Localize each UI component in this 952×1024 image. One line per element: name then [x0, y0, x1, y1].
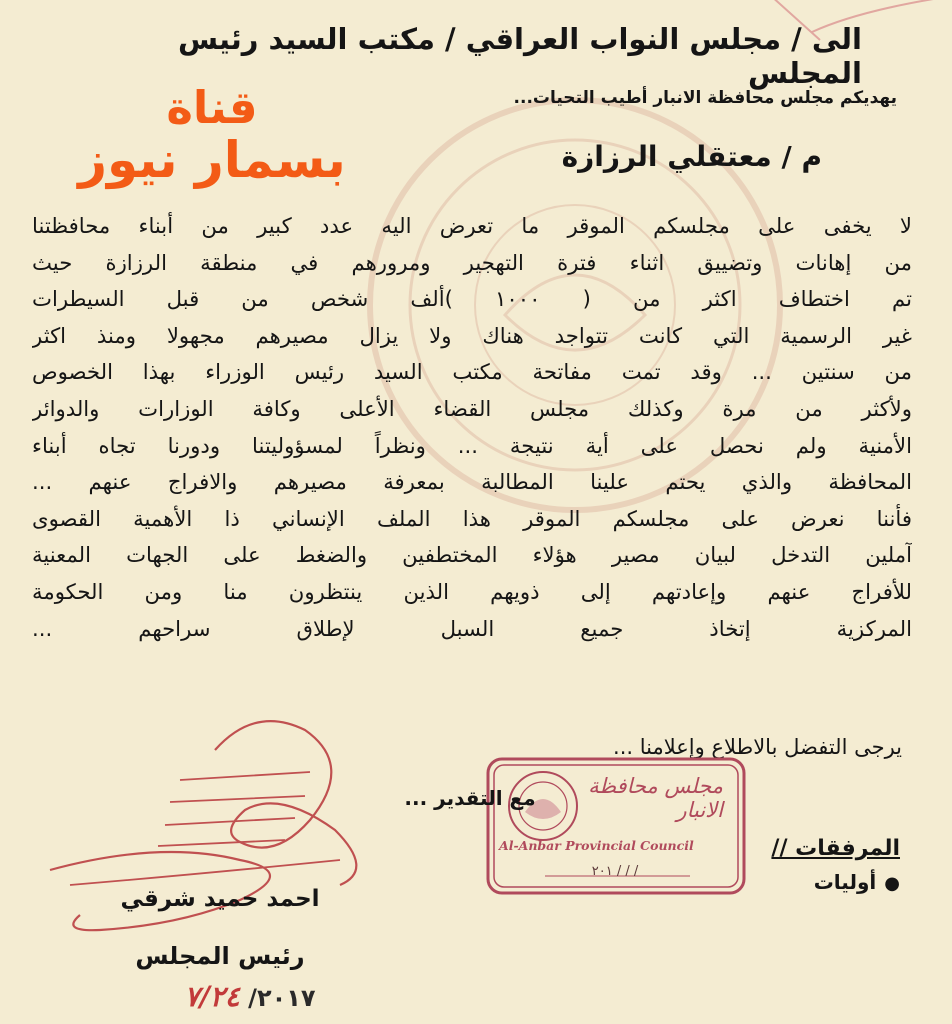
- document-date: [140, 980, 360, 1020]
- attachments-list: [700, 870, 900, 894]
- handwritten-signature-icon: [40, 710, 370, 950]
- body-line: الأمنية ولم نحصل على أية نتيجة ... ونظراً لمسؤوليتنا ودورنا تجاه أبناء: [32, 432, 912, 458]
- subject-line: م / معتقلي الرزازة: [561, 140, 822, 173]
- body-line: المركزية إتخاذ جميع السبل لإطلاق سراحهم ...: [32, 615, 912, 641]
- addressee-line: الى / مجلس النواب العراقي / مكتب السيد رئيس المجلس: [178, 22, 862, 90]
- signatory-name: احمد حميد شرقي: [120, 886, 320, 912]
- body-line: غير الرسمية التي كانت تتواجد هناك ولا يزال مصيرهم مجهولا ومنذ اكثر: [32, 322, 912, 348]
- body-line: للأفراج عنهم وإعادتهم إلى ذويهم الذين ينتظرون منا ومن الحكومة: [32, 578, 912, 604]
- regards-line: مع التقدير ...: [404, 786, 536, 810]
- closing-line: يرجى التفضل بالاطلاع وإعلامنا ...: [613, 735, 902, 759]
- body-line: ولأكثر من مرة وكذلك مجلس القضاء الأعلى وكافة الوزارات والدوائر: [32, 395, 912, 421]
- body-line: آملين التدخل لبيان مصير هؤلاء المختطفين والضغط على الجهات المعنية: [32, 542, 912, 568]
- stamp-date: ٢٠١ / / /: [591, 864, 639, 879]
- document-date-handwritten: ٧/٢٤: [184, 980, 240, 1013]
- stamp-english-text: Al-Anbar Provincial Council: [499, 838, 694, 853]
- channel-watermark-text: [62, 81, 362, 189]
- stamp-arabic-text: مجلس محافظة الانبار: [588, 774, 723, 823]
- list-item: [700, 870, 900, 894]
- bullet-icon: ●: [884, 873, 900, 894]
- attachments-heading: المرفقات //: [771, 836, 900, 861]
- channel-tag-line-2: بسمار نيوز: [78, 130, 346, 189]
- body-line: تم اختطاف اكثر من ( ١٠٠٠ )ألف شخص من قبل السيطرات: [32, 286, 912, 312]
- attachment-label: أوليات: [813, 870, 877, 894]
- body-line: من إهانات وتضييق اثناء فترة التهجير ومرورهم في منطقة الرزازة حيث: [32, 249, 912, 275]
- signatory-title: رئيس المجلس: [135, 942, 305, 970]
- letter-body: [32, 208, 912, 647]
- body-line: فأننا نعرض على مجلسكم الموقر هذا الملف الإنساني ذا الأهمية القصوى: [32, 505, 912, 531]
- body-line: من سنتين ... وقد تمت مفاتحة مكتب السيد رئيس الوزراء بهذا الخصوص: [32, 359, 912, 385]
- channel-tag-line-1: قناة: [166, 81, 258, 134]
- document-date-year: ٢٠١٧/: [248, 984, 316, 1012]
- greeting-line: يهديكم مجلس محافظة الانبار أطيب التحيات...: [513, 88, 897, 108]
- body-line: المحافظة والذي يحتم علينا المطالبة بمعرفة مصيرهم والافراج عنهم ...: [32, 469, 912, 495]
- body-line: لا يخفى على مجلسكم الموقر ما تعرض اليه عدد كبير من أبناء محافظتنا: [32, 213, 912, 238]
